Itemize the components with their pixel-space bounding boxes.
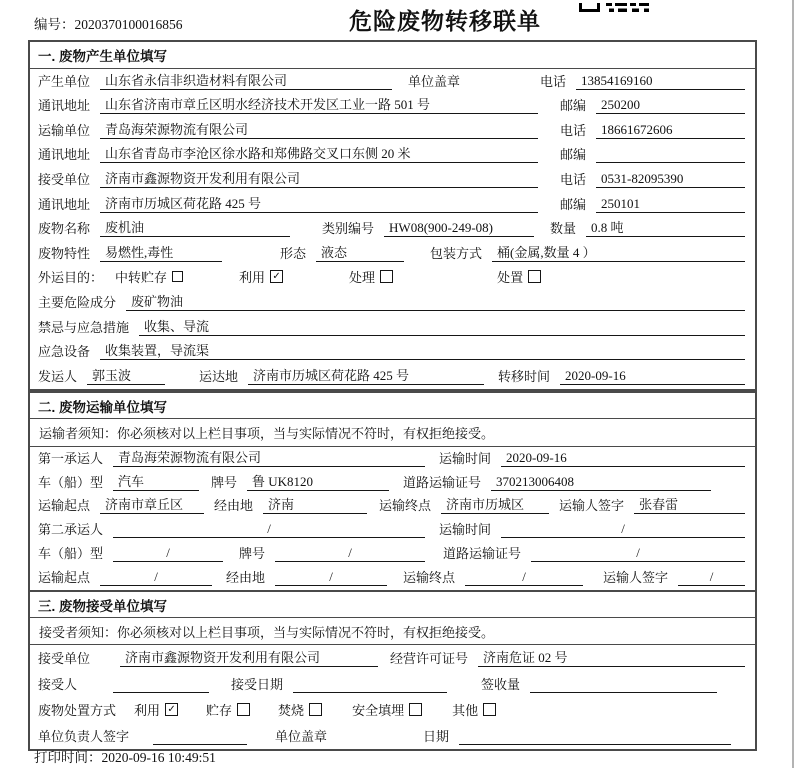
disposal-method-row xyxy=(30,697,755,723)
receiver-person-label: 接受人 xyxy=(38,677,78,692)
mailing-address-label: 通讯地址 xyxy=(38,147,91,163)
document-title: 危险废物转移联单 xyxy=(349,9,541,34)
waste-property-value: 易燃性,毒性 xyxy=(100,242,222,262)
checkbox-icon xyxy=(172,271,183,282)
transporter-address-row xyxy=(30,143,755,168)
transfer-date-label: 转移时间 xyxy=(498,368,551,384)
mailing-address-value: 山东省青岛市李沧区徐水路和郑佛路交叉口东侧 20 米 xyxy=(100,143,538,163)
transporter-unit-label: 运输单位 xyxy=(38,122,91,138)
receiving-unit-label: 接受单位 xyxy=(38,651,91,666)
checkbox-icon xyxy=(409,703,422,716)
producer-unit-label: 产生单位 xyxy=(38,73,91,89)
qr-code-fragment xyxy=(579,3,651,12)
unit-head-signature-label: 单位负责人签字 xyxy=(38,729,130,744)
producer-address-row xyxy=(30,94,755,119)
receiver-person-value xyxy=(113,677,209,693)
business-license-value: 济南危证 02 号 xyxy=(478,647,745,667)
transporter-signature-label: 运输人签字 xyxy=(559,498,625,514)
emergency-equipment-label: 应急设备 xyxy=(38,344,91,360)
transfer-date-value: 2020-09-16 xyxy=(560,368,745,385)
producer-unit-value: 山东省永信非织造材料有限公司 xyxy=(100,70,392,90)
destination-label: 运达地 xyxy=(199,368,239,384)
checkbox-checked-icon xyxy=(165,703,178,716)
mailing-address-label: 通讯地址 xyxy=(38,196,91,212)
section-receiver xyxy=(28,590,757,751)
unit-head-signature-value xyxy=(153,729,247,745)
plate-number-value: 鲁 UK8120 xyxy=(247,471,389,491)
origin-label: 运输起点 xyxy=(38,498,91,514)
date-label: 日期 xyxy=(423,729,450,744)
receiving-unit-value: 济南市鑫源物资开发利用有限公司 xyxy=(120,647,378,667)
checkbox-label: 利用 xyxy=(134,703,161,718)
checkbox-label: 中转贮存 xyxy=(115,270,168,286)
manifest-number-value: 2020370100016856 xyxy=(74,17,183,32)
checkbox-label: 利用 xyxy=(239,270,266,286)
manifest-number xyxy=(34,13,183,33)
receive-date-label: 接受日期 xyxy=(231,677,284,692)
road-license-value: / xyxy=(531,545,745,562)
plate-number-value: / xyxy=(275,545,425,562)
road-license-value: 370213006408 xyxy=(491,474,711,491)
receiver-unit-label: 接受单位 xyxy=(38,171,91,187)
checkbox-icon xyxy=(237,703,250,716)
purpose-option-storage xyxy=(115,267,183,286)
transfer-purpose-row xyxy=(30,266,755,291)
checkbox-icon xyxy=(309,703,322,716)
transporter-signature-value: 张春雷 xyxy=(634,494,745,514)
business-license-label: 经营许可证号 xyxy=(390,651,469,666)
origin-value: / xyxy=(100,569,212,586)
date-value xyxy=(459,729,731,745)
phone-value: 13854169160 xyxy=(576,73,745,90)
receiver-notice: 接受者须知：你必须核对以上栏目事项，当与实际情况不符时，有权拒绝接受。 xyxy=(30,618,755,645)
vehicle-type-label: 车（船）型 xyxy=(38,474,104,490)
category-code-value: HW08(900-249-08) xyxy=(384,220,534,237)
via-label: 经由地 xyxy=(214,498,254,514)
transporter-unit-value: 青岛海荣源物流有限公司 xyxy=(100,119,538,139)
transport-time-value: / xyxy=(501,521,745,538)
first-carrier-row xyxy=(30,447,755,471)
route-row xyxy=(30,495,755,519)
waste-property-row xyxy=(30,241,755,266)
phone-label: 电话 xyxy=(560,171,587,187)
disposal-option-landfill xyxy=(352,700,422,719)
via-value: 济南 xyxy=(263,494,367,514)
mailing-address-label: 通讯地址 xyxy=(38,98,91,114)
contraindication-value: 收集、导流 xyxy=(139,316,745,336)
plate-number-label: 牌号 xyxy=(239,545,266,561)
destination-value: 济南市历城区荷花路 425 号 xyxy=(248,365,484,385)
section-producer xyxy=(28,40,757,391)
postcode-value: 250200 xyxy=(596,97,745,114)
origin-value: 济南市章丘区 xyxy=(100,494,204,514)
checkbox-label: 贮存 xyxy=(206,703,233,718)
vehicle-type-value: / xyxy=(113,545,223,562)
receiver-address-row xyxy=(30,192,755,217)
page-right-edge xyxy=(792,0,794,768)
physical-form-label: 形态 xyxy=(280,245,307,261)
section-3-header: 三. 废物接受单位填写 xyxy=(30,592,755,618)
waste-name-row xyxy=(30,217,755,242)
print-time-label: 打印时间： xyxy=(34,750,102,765)
second-carrier-row xyxy=(30,518,755,542)
checkbox-label: 处置 xyxy=(497,270,524,286)
consignor-value: 郭玉波 xyxy=(87,365,165,385)
second-carrier-label: 第二承运人 xyxy=(38,522,104,538)
checkbox-label: 其他 xyxy=(452,703,479,718)
checkbox-label: 焚烧 xyxy=(278,703,305,718)
second-carrier-value: / xyxy=(113,521,425,538)
terminus-label: 运输终点 xyxy=(379,498,432,514)
mailing-address-value: 济南市历城区荷花路 425 号 xyxy=(100,193,538,213)
checkbox-checked-icon xyxy=(270,270,283,283)
section-1-header: 一. 废物产生单位填写 xyxy=(30,42,755,69)
unit-seal-label: 单位盖章 xyxy=(408,73,461,89)
packing-method-value: 桶(金属,数量 4 ） xyxy=(492,242,745,262)
purpose-option-dispose xyxy=(497,267,541,286)
checkbox-icon xyxy=(380,270,393,283)
receiver-person-row xyxy=(30,671,755,697)
mailing-address-value: 山东省济南市章丘区明水经济技术开发区工业一路 501 号 xyxy=(100,94,538,114)
quantity-value: 0.8 吨 xyxy=(586,217,745,237)
transporter-signature-label: 运输人签字 xyxy=(603,569,669,585)
checkbox-label: 处理 xyxy=(349,270,376,286)
postcode-value: 250101 xyxy=(596,196,745,213)
received-quantity-value xyxy=(530,677,717,693)
waste-name-label: 废物名称 xyxy=(38,221,91,237)
disposal-option-utilize xyxy=(134,700,178,719)
waste-property-label: 废物特性 xyxy=(38,245,91,261)
main-hazard-row xyxy=(30,290,755,315)
road-license-label: 道路运输证号 xyxy=(403,474,482,490)
phone-value: 18661672606 xyxy=(596,122,745,139)
receiver-unit-value: 济南市鑫源物资开发利用有限公司 xyxy=(100,168,538,188)
via-value: / xyxy=(275,569,387,586)
manifest-number-label: 编号： xyxy=(34,17,75,32)
print-time-value: 2020-09-16 10:49:51 xyxy=(101,750,216,765)
qr-code-icon xyxy=(579,0,651,16)
packing-method-label: 包装方式 xyxy=(430,245,483,261)
section-2-header: 二. 废物运输单位填写 xyxy=(30,393,755,419)
main-hazard-value: 废矿物油 xyxy=(126,291,745,311)
first-carrier-value: 青岛海荣源物流有限公司 xyxy=(113,447,425,467)
transfer-purpose-label: 外运目的： xyxy=(38,270,104,286)
route-row-2 xyxy=(30,566,755,590)
vehicle-row xyxy=(30,471,755,495)
transport-time-value: 2020-09-16 xyxy=(501,450,745,467)
first-carrier-label: 第一承运人 xyxy=(38,450,104,466)
contraindication-row xyxy=(30,315,755,340)
postcode-value xyxy=(596,147,745,163)
plate-number-label: 牌号 xyxy=(211,474,238,490)
disposal-option-other xyxy=(452,700,496,719)
checkbox-icon xyxy=(483,703,496,716)
transport-time-label: 运输时间 xyxy=(439,522,492,538)
transporter-signature-value: / xyxy=(678,569,745,586)
section-transporter xyxy=(28,391,757,592)
phone-label: 电话 xyxy=(560,122,587,138)
emergency-equipment-row xyxy=(30,340,755,365)
print-time xyxy=(34,746,216,766)
receiving-unit-row xyxy=(30,645,755,671)
consignor-label: 发运人 xyxy=(38,368,78,384)
disposal-method-label: 废物处置方式 xyxy=(38,703,117,718)
terminus-value: 济南市历城区 xyxy=(441,494,549,514)
quantity-label: 数量 xyxy=(550,221,577,237)
transporter-unit-row xyxy=(30,118,755,143)
via-label: 经由地 xyxy=(226,569,266,585)
vehicle-type-label: 车（船）型 xyxy=(38,545,104,561)
main-hazard-label: 主要危险成分 xyxy=(38,294,117,310)
postcode-label: 邮编 xyxy=(560,98,587,114)
physical-form-value: 液态 xyxy=(316,242,404,262)
receiver-unit-row xyxy=(30,167,755,192)
consignor-row xyxy=(30,364,755,389)
disposal-option-incinerate xyxy=(278,700,322,719)
unit-seal-label: 单位盖章 xyxy=(275,729,328,744)
received-quantity-label: 签收量 xyxy=(481,677,521,692)
checkbox-icon xyxy=(528,270,541,283)
phone-label: 电话 xyxy=(540,73,567,89)
checkbox-label: 安全填埋 xyxy=(352,703,405,718)
transport-time-label: 运输时间 xyxy=(439,450,492,466)
postcode-label: 邮编 xyxy=(560,196,587,212)
disposal-option-storage xyxy=(206,700,250,719)
purpose-option-treat xyxy=(349,267,393,286)
waste-name-value: 废机油 xyxy=(100,217,290,237)
phone-value: 0531-82095390 xyxy=(596,171,745,188)
postcode-label: 邮编 xyxy=(560,147,587,163)
emergency-equipment-value: 收集装置，导流渠 xyxy=(100,340,745,360)
vehicle-row-2 xyxy=(30,542,755,566)
origin-label: 运输起点 xyxy=(38,569,91,585)
checkmark: ✓ xyxy=(272,270,281,282)
vehicle-type-value: 汽车 xyxy=(113,471,199,491)
transporter-notice: 运输者须知：你必须核对以上栏目事项，当与实际情况不符时，有权拒绝接受。 xyxy=(30,419,755,447)
terminus-value: / xyxy=(465,569,583,586)
terminus-label: 运输终点 xyxy=(403,569,456,585)
contraindication-label: 禁忌与应急措施 xyxy=(38,319,130,335)
receive-date-value xyxy=(293,677,447,693)
checkmark: ✓ xyxy=(167,703,176,715)
road-license-label: 道路运输证号 xyxy=(443,545,522,561)
purpose-option-utilize xyxy=(239,267,283,286)
category-code-label: 类别编号 xyxy=(322,221,375,237)
producer-unit-row xyxy=(30,69,755,94)
